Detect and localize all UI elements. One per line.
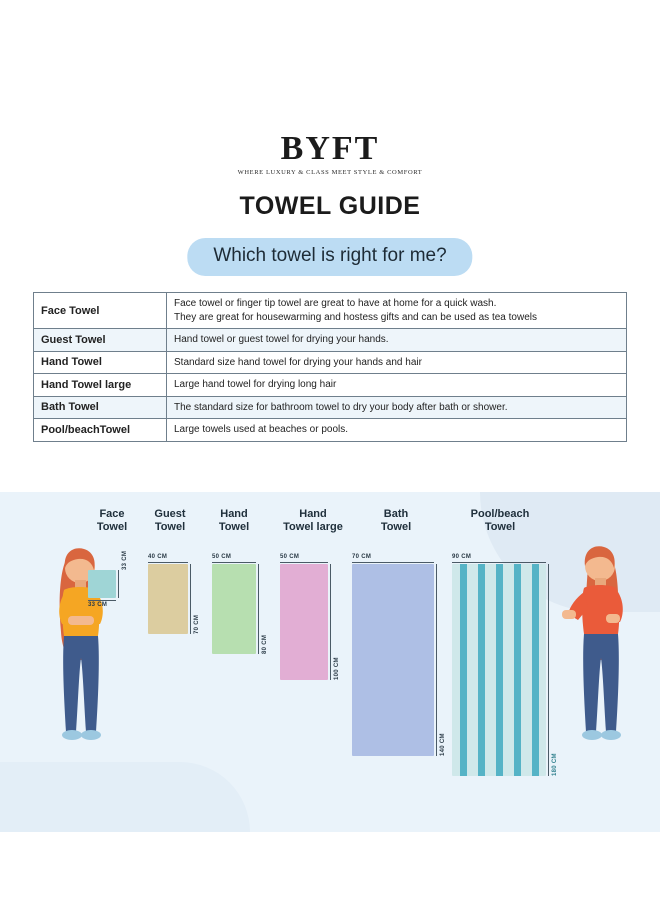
towel-stripe: [496, 564, 503, 776]
towel-swatch-hand-towel-large: [280, 564, 328, 680]
row-label: Hand Towel: [34, 351, 167, 374]
column-heading-face-towel: Face Towel: [96, 508, 128, 534]
towel-height-label-face-towel: 33 CM: [122, 550, 128, 570]
row-label: Guest Towel: [34, 329, 167, 352]
column-heading-pool-beach-towel: Pool/beach Towel: [470, 508, 530, 534]
towel-width-label-guest-towel: 40 CM: [148, 554, 168, 560]
measure-tick: [88, 600, 116, 601]
towel-height-label-hand-towel: 80 CM: [262, 634, 268, 654]
row-label: Pool/beachTowel: [34, 419, 167, 442]
subtitle-pill: Which towel is right for me?: [187, 238, 472, 276]
brand-header: [0, 132, 660, 176]
towel-height-label-hand-towel-large: 100 CM: [334, 657, 340, 680]
row-description: Large hand towel for drying long hair: [167, 374, 627, 397]
towel-width-label-bath-towel: 70 CM: [352, 554, 372, 560]
measure-tick: [330, 564, 331, 680]
row-label: Bath Towel: [34, 396, 167, 419]
column-heading-hand-towel: Hand Towel: [218, 508, 250, 534]
towel-swatch-face-towel: [88, 570, 116, 598]
row-label: Hand Towel large: [34, 374, 167, 397]
measure-tick: [452, 562, 546, 563]
row-description: The standard size for bathroom towel to dry your body after bath or shower.: [167, 396, 627, 419]
table-row: [34, 419, 627, 442]
towel-width-label-pool-beach-towel: 90 CM: [452, 554, 472, 560]
measure-tick: [190, 564, 191, 634]
measure-tick: [258, 564, 259, 654]
towel-height-label-pool-beach-towel: 180 CM: [552, 753, 558, 776]
row-description: Face towel or finger tip towel are great to have at home for a quick wash. They are great for housewarming and hostess gifts and can be used as tea towels: [167, 293, 627, 329]
row-label: Face Towel: [34, 293, 167, 329]
measure-tick: [280, 562, 328, 563]
brand-name: BYFT: [280, 130, 380, 167]
table-row: [34, 374, 627, 397]
measure-tick: [548, 564, 549, 776]
brand-tagline: WHERE LUXURY & CLASS MEET STYLE & COMFORT: [237, 169, 423, 176]
towel-width-label-hand-towel: 50 CM: [212, 554, 232, 560]
towel-swatch-hand-towel: [212, 564, 256, 654]
measure-tick: [212, 562, 256, 563]
page-title: TOWEL GUIDE: [239, 192, 421, 220]
towel-height-label-bath-towel: 140 CM: [440, 733, 446, 756]
towel-swatch-guest-towel: [148, 564, 188, 634]
row-description: Large towels used at beaches or pools.: [167, 419, 627, 442]
measure-tick: [436, 564, 437, 756]
towel-stripe: [532, 564, 539, 776]
towel-size-illustration: [0, 492, 660, 832]
woman-holding-beach-towel-illustration: [556, 530, 648, 797]
row-description: Standard size hand towel for drying your hands and hair: [167, 351, 627, 374]
towel-height-label-guest-towel: 70 CM: [194, 614, 200, 634]
towel-width-label-hand-towel-large: 50 CM: [280, 554, 300, 560]
towel-swatch-bath-towel: [352, 564, 434, 756]
measure-tick: [352, 562, 434, 563]
towel-stripe: [460, 564, 467, 776]
table-row: [34, 329, 627, 352]
column-heading-bath-towel: Bath Towel: [380, 508, 412, 534]
towel-width-label-face-towel: 33 CM: [88, 602, 108, 608]
towel-stripe: [514, 564, 521, 776]
towel-description-table: [33, 292, 627, 442]
table-row: [34, 351, 627, 374]
column-heading-hand-towel-large: Hand Towel large: [283, 508, 343, 534]
table-row: [34, 293, 627, 329]
table-row: [34, 396, 627, 419]
column-heading-guest-towel: Guest Towel: [154, 508, 186, 534]
towel-stripe: [478, 564, 485, 776]
row-description: Hand towel or guest towel for drying your hands.: [167, 329, 627, 352]
measure-tick: [148, 562, 188, 563]
measure-tick: [118, 570, 119, 598]
